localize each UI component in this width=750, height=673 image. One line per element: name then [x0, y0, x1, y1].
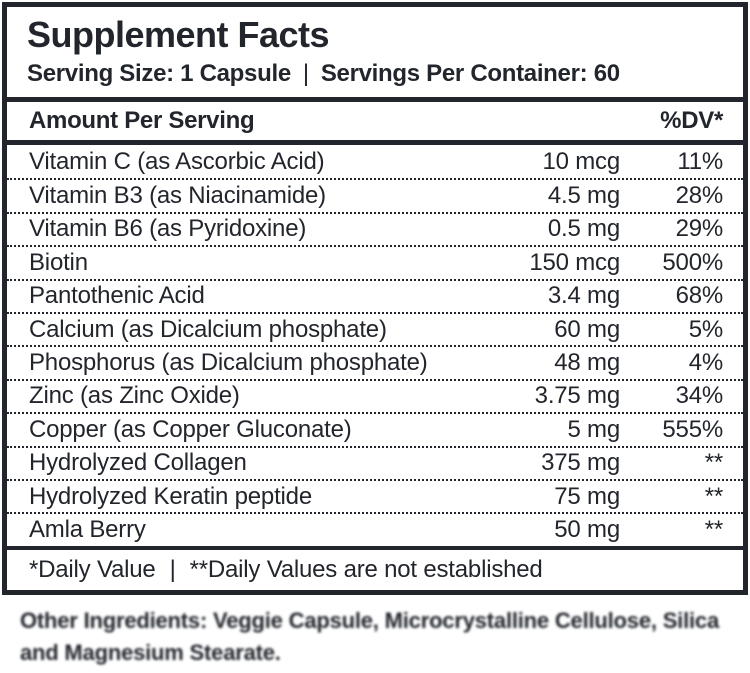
column-header-row — [7, 102, 743, 140]
nutrient-name: Biotin — [29, 248, 88, 276]
nutrient-row — [7, 312, 743, 345]
nutrient-name: Vitamin B3 (as Niacinamide) — [29, 182, 326, 210]
nutrient-dv-percent: 68% — [675, 282, 723, 310]
nutrient-name: Phosphorus (as Dicalcium phosphate) — [29, 349, 428, 377]
nutrient-name: Calcium (as Dicalcium phosphate) — [29, 315, 387, 343]
nutrient-amount: 5 mg — [567, 415, 620, 443]
supplement-label-page — [0, 2, 750, 673]
other-ingredients-text: Other Ingredients: Veggie Capsule, Microcrystalline Cellulose, Silica and Magnesium Stearate. — [20, 607, 719, 665]
amount-per-serving-header: Amount Per Serving — [29, 107, 255, 134]
nutrient-dv-percent: 500% — [662, 248, 723, 276]
nutrient-dv-percent: 4% — [688, 349, 723, 377]
nutrient-dv-percent: 11% — [677, 147, 723, 175]
nutrient-dv-percent: 34% — [675, 382, 723, 410]
nutrient-row — [7, 379, 743, 412]
nutrient-row — [7, 512, 743, 545]
nutrient-amount: 48 mg — [554, 349, 620, 377]
nutrient-amount: 3.75 mg — [534, 382, 620, 410]
nutrient-row — [7, 345, 743, 378]
nutrient-amount: 375 mg — [541, 449, 620, 477]
nutrient-row — [7, 145, 743, 178]
nutrient-row — [7, 412, 743, 445]
nutrient-name: Vitamin B6 (as Pyridoxine) — [29, 215, 307, 243]
not-established-footnote: **Daily Values are not established — [189, 555, 543, 583]
nutrient-amount: 150 mcg — [529, 248, 620, 276]
nutrient-name: Copper (as Copper Gluconate) — [29, 415, 352, 443]
nutrient-row — [7, 479, 743, 512]
footnote-row — [7, 550, 743, 590]
serving-size-text: Serving Size: 1 Capsule — [27, 60, 291, 87]
nutrient-dv-percent: ** — [704, 482, 723, 510]
nutrient-row — [7, 279, 743, 312]
nutrient-row — [7, 446, 743, 479]
nutrient-amount: 0.5 mg — [547, 215, 620, 243]
nutrient-dv-percent: 29% — [675, 215, 723, 243]
nutrient-row — [7, 245, 743, 278]
footnote-separator-pipe: | — [169, 555, 176, 583]
serving-info-line — [27, 57, 723, 91]
nutrient-dv-percent: 28% — [675, 182, 723, 210]
panel-title: Supplement Facts — [27, 14, 330, 55]
daily-value-footnote: *Daily Value — [29, 555, 156, 583]
nutrient-dv-percent: 5% — [688, 315, 723, 343]
nutrient-dv-percent: ** — [704, 515, 723, 543]
nutrient-dv-percent: 555% — [662, 415, 723, 443]
supplement-facts-panel — [2, 2, 748, 595]
nutrient-rows-container — [7, 145, 743, 546]
nutrient-name: Pantothenic Acid — [29, 282, 205, 310]
nutrient-row — [7, 212, 743, 245]
nutrient-name: Amla Berry — [29, 515, 146, 543]
nutrient-row — [7, 178, 743, 211]
nutrient-name: Zinc (as Zinc Oxide) — [29, 382, 240, 410]
nutrient-amount: 4.5 mg — [547, 182, 620, 210]
percent-dv-header: %DV* — [660, 107, 723, 134]
nutrient-amount: 3.4 mg — [547, 282, 620, 310]
nutrient-name: Hydrolyzed Keratin peptide — [29, 482, 312, 510]
nutrient-amount: 60 mg — [554, 315, 620, 343]
servings-per-container-text: Servings Per Container: 60 — [320, 60, 620, 87]
nutrient-amount: 10 mcg — [542, 147, 620, 175]
nutrient-name: Vitamin C (as Ascorbic Acid) — [29, 147, 325, 175]
title-block — [7, 7, 743, 97]
serving-separator-pipe: | — [302, 60, 309, 87]
nutrient-name: Hydrolyzed Collagen — [29, 449, 247, 477]
nutrient-amount: 50 mg — [554, 515, 620, 543]
nutrient-dv-percent: ** — [704, 449, 723, 477]
nutrient-amount: 75 mg — [554, 482, 620, 510]
